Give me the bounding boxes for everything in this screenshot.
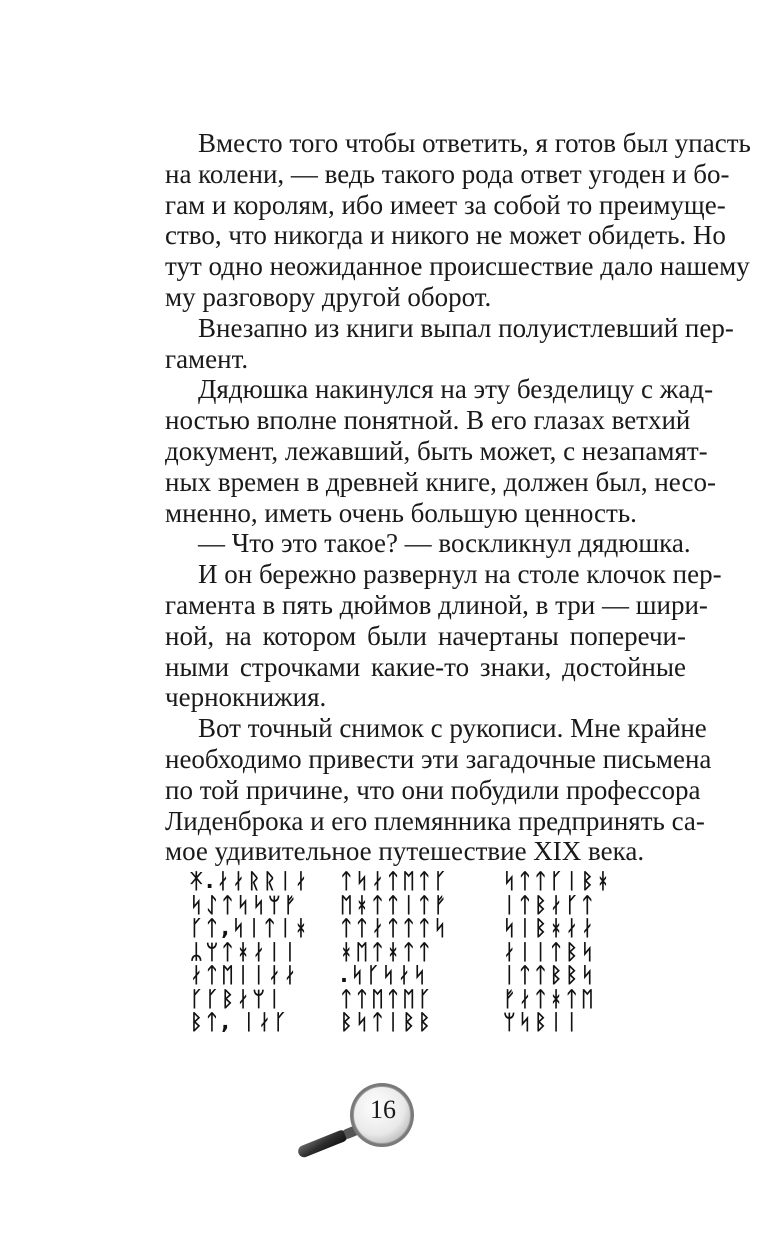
rune-line: ᚴᛏ,ᛋᛁᛏᛁᚼ	[190, 916, 311, 940]
text-line: на колени, — ведь такого рода ответ угоден и бо-	[165, 158, 730, 189]
text-line: гам и королям, ибо имеет за собой то преимуще-	[165, 189, 726, 220]
rune-line: ᛒᛋᛏᛁᛒᛒ	[340, 1010, 434, 1034]
text-line: гамента в пять дюймов длиной, в три — шири-	[165, 589, 708, 620]
rune-line: ᛏᛋᛅᛏᛖᛏᚴ	[340, 869, 450, 893]
rune-line: ᚼᛖᛏᚼᛏᛏ	[340, 939, 434, 964]
rune-column	[503, 870, 612, 1035]
rune-line: ᚠᛅᛏᚼᛏᛖ	[503, 986, 597, 1011]
text-line: И он бережно развернул на столе клочок пер-	[198, 559, 722, 590]
text-line: гамент.	[165, 343, 249, 374]
rune-line: ᛏᛏᛖᛏᛖᚴ	[340, 986, 434, 1011]
text-line: ными строчками какие-то знаки, достойные	[165, 651, 686, 682]
rune-line: ᛡ.ᛅᛅᚱᚱᛁᛅ	[190, 869, 311, 893]
rune-column	[340, 870, 449, 1035]
text-line: Дядюшка накинулся на эту безделицу с жад-	[198, 374, 714, 405]
text-line: му разговору другой оборот.	[165, 281, 492, 312]
text-line: ных времен в древней книге, должен был, несо-	[165, 466, 716, 497]
text-line: тут одно неожиданное происшествие дало нашему	[165, 251, 750, 282]
rune-line: ᛦᛘᛏᚼᛅᛁᛁ	[190, 939, 300, 964]
rune-line: ᛏᛏᛅᛏᛏᛏᛋ	[340, 916, 450, 940]
rune-line: ᛋᛏᛏᚴᛁᛒᚼ	[503, 869, 613, 893]
rune-line: ᛅᛁᛁᛏᛒᛋ	[503, 939, 597, 964]
rune-line: ᛒᛏ, ᛁᛅᚴ	[190, 1010, 290, 1034]
rune-line: ᛋᛁᛒᚼᛅᛅ	[503, 916, 597, 940]
text-line: мненно, иметь очень большую ценность.	[165, 497, 637, 528]
text-line: по той причине, что они побудили профессора	[165, 774, 701, 805]
text-line: Вот точный снимок с рукописи. Мне крайне	[198, 713, 707, 744]
rune-line: ᛁᛏᛒᛅᚴᛏ	[503, 892, 597, 917]
text-line: документ, лежавший, быть может, с незапамят-	[165, 435, 708, 466]
rune-line: ᛅᛏᛖᛁᛁᛅᛅ	[190, 963, 300, 987]
text-line: Вместо того чтобы ответить, я готов был упасть	[198, 128, 751, 158]
text-line: необходимо привести эти загадочные письмена	[165, 743, 712, 774]
body-text	[165, 128, 751, 867]
rune-line: ᛖᚼᛏᛏᛁᛏᚠ	[340, 892, 450, 917]
rune-line: ᛁᛏᛏᛒᛒᛋ	[503, 963, 597, 987]
text-line: — Что это такое? — воскликнул дядюшка.	[198, 528, 691, 559]
rune-line: ᚴᚴᛒᛅᛘᛁ	[190, 986, 284, 1011]
text-line: ной, на котором были начертаны поперечи-	[165, 620, 686, 651]
page-number: 16	[370, 1095, 396, 1124]
runic-manuscript	[190, 869, 630, 1034]
text-line: Внезапно из книги выпал полуистлевший пер-	[198, 312, 734, 343]
text-line: Лиденброка и его племянника предпринять са-	[165, 805, 705, 836]
rune-line: ᛋᛇᛏᛋᛋᛘᚠ	[190, 892, 300, 917]
text-line: ностью вполне понятной. В его глазах ветхий	[165, 405, 691, 436]
text-line: ство, что никогда и никого не может обидеть. Но	[165, 220, 726, 251]
text-line: чернокнижия.	[165, 682, 327, 713]
rune-line: ᛘᛋᛒᛁᛁ	[503, 1010, 581, 1034]
text-line: мое удивительное путешествие XIX века.	[165, 836, 645, 867]
rune-line: .ᛋᚴᛋᛅᛋ	[340, 963, 429, 987]
rune-column	[190, 870, 310, 1035]
